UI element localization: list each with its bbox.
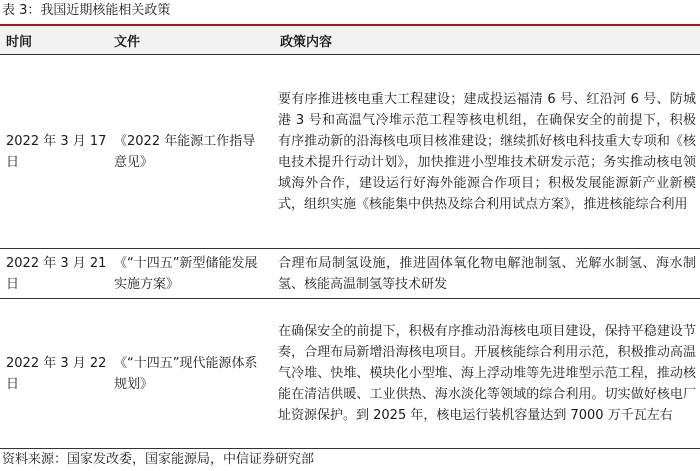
- table-body: [0, 55, 700, 449]
- table-caption: 表 3：我国近期核能相关政策: [0, 0, 700, 26]
- row-time: 2022 年 3 月 17 日: [0, 55, 108, 249]
- header-content: 政策内容: [274, 26, 700, 55]
- table-row: [0, 55, 700, 249]
- header-time: 时间: [0, 26, 108, 55]
- row-time: 2022 年 3 月 21 日: [0, 249, 108, 299]
- row-content: 要有序推进核电重大工程建设；建成投运福清 6 号、红沿河 6 号、防城港 3 号和高温气冷堆示范工程等核电机组，在确保安全的前提下，积极有序推动新的沿海核电项目核准建设；继续抓好核电科技重大专项和《核电技术提升行动计划》，加快推进小型堆技术研发示范；务实推动核电领域海外合作，建设运行好海外能源合作项目；积极发展能源新产业新模式，组织实施《核能集中供热及综合利用试点方案》，推进核能综合利用: [274, 55, 700, 249]
- row-content: 在确保安全的前提下，积极有序推动沿海核电项目建设，保持平稳建设节奏，合理布局新增沿海核电项目。开展核能综合利用示范，积极推动高温气冷堆、快堆、模块化小型堆、海上浮动堆等先进堆型示范工程，推动核能在清洁供暖、工业供热、海水淡化等领域的综合利用。切实做好核电厂址资源保护。到 2025 年，核电运行装机容量达到 7000 万千瓦左右: [274, 299, 700, 449]
- header-row: [0, 26, 700, 55]
- row-time: 2022 年 3 月 22 日: [0, 299, 108, 449]
- row-content: 合理布局制氢设施，推进固体氧化物电解池制氢、光解水制氢、海水制氢、核能高温制氢等技术研发: [274, 249, 700, 299]
- row-document: 《“十四五”现代能源体系规划》: [108, 299, 274, 449]
- source-note: 资料来源：国家发改委，国家能源局，中信证券研究部: [2, 452, 315, 467]
- row-document: 《“十四五”新型储能发展实施方案》: [108, 249, 274, 299]
- header-document: 文件: [108, 26, 274, 55]
- table-row: [0, 299, 700, 449]
- policy-table: [0, 26, 700, 449]
- row-document: 《2022 年能源工作指导意见》: [108, 55, 274, 249]
- table-row: [0, 249, 700, 299]
- table-header: [0, 26, 700, 55]
